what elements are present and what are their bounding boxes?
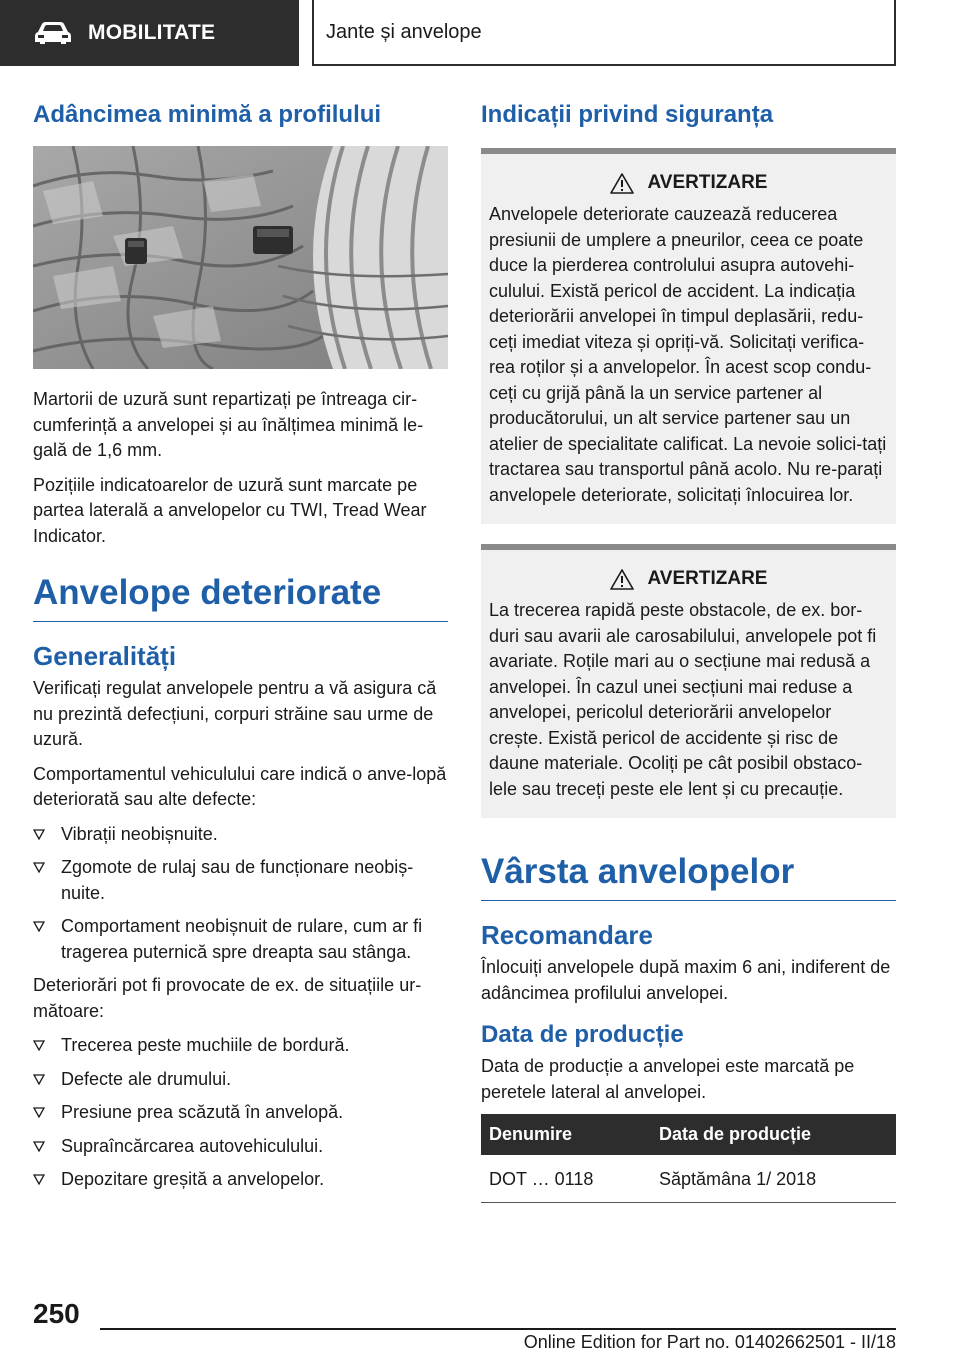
heading-general: Generalități [33, 641, 177, 671]
warning-text: La trecerea rapidă peste obstacole, de ex. bor-duri sau avarii ale carosabilului, anvelopele pot fi avariate. Roțile mari au o secțiune mai redusă a anvelopei. În cazul unei secțiuni mai reduse a anvelopei, pericolul deteriorării anvelopelor crește. Există pericol de accidente și risc de daune materiale. Ocoliți pe cât posibil obstaco-lele sau treceți peste ele lent și cu precauție. [489, 600, 877, 799]
heading-damaged-tires: Anvelope deteriorate [33, 571, 448, 622]
heading-recommendation: Recomandare [481, 920, 653, 950]
footer-edition: Online Edition for Part no. 01402662501 - II/18 [523, 1332, 896, 1352]
para-wear-markers: Martorii de uzură sunt repartizați pe întreaga cir-cumferință a anvelopei și au înălțimea minimă le-gală de 1,6 mm. [33, 389, 424, 460]
triangle-bullet-icon [33, 829, 45, 840]
warning-text: Anvelopele deteriorate cauzează reducerea presiunii de umplere a pneurilor, ceea ce poate duce la pierderea controlului asupra autovehi-culului. Există pericol de accident. La indicația deteriorării anvelopei în timpul deplasării, redu-ceți imediat viteza și opriți-vă. Solicitați verifica-rea roților și a anvelopelor. În acest scop condu-ceți cu grijă până la un service partener al producătorului, un alt service partener sau un atelier de specialitate calificat. La nevoie solici-tați tractarea sau transportul până acolo. Nu re-parați anvelopele deteriorate, solicitați înlocuirea lor. [489, 204, 887, 505]
section-title: MOBILITATE [88, 21, 216, 44]
para-check: Verificați regulat anvelopele pentru a vă asigura că nu prezintă defecțiuni, corpuri străine sau urme de uzură. [33, 678, 437, 749]
tire-tread-wear-indicator-image [33, 146, 448, 369]
heading-tire-age: Vârsta anvelopelor [481, 850, 896, 901]
list-item: Depozitare greșită a anvelopelor. [33, 1167, 448, 1193]
triangle-bullet-icon [33, 921, 45, 932]
list-item: Zgomote de rulaj sau de funcționare neobiș-nuite. [33, 855, 448, 906]
page-number: 250 [33, 1298, 80, 1329]
triangle-bullet-icon [33, 1107, 45, 1118]
car-icon [34, 20, 72, 46]
topic-title: Jante și anvelope [326, 20, 482, 43]
table-cell: DOT … 0118 [481, 1155, 651, 1203]
triangle-bullet-icon [33, 1141, 45, 1152]
page-header [0, 0, 960, 66]
list-item: Vibrații neobișnuite. [33, 822, 448, 848]
para-behavior: Comportamentul vehiculului care indică o anve-lopă deteriorată sau alte defecte: [33, 763, 447, 809]
section-tab [0, 0, 299, 66]
triangle-bullet-icon [33, 1174, 45, 1185]
para-recommendation: Înlocuiți anvelopele după maxim 6 ani, indiferent de adâncimea profilului anvelopei. [481, 957, 891, 1003]
warning-box [481, 544, 896, 818]
warning-header [489, 172, 888, 194]
table-header-cell: Data de producție [651, 1114, 896, 1155]
list-item: Trecerea peste muchiile de bordură. [33, 1033, 448, 1059]
warning-triangle-icon [610, 569, 634, 590]
triangle-bullet-icon [33, 862, 45, 873]
warning-label: AVERTIZARE [647, 568, 768, 589]
list-item: Supraîncărcarea autovehiculului. [33, 1134, 448, 1160]
list-item: Presiune prea scăzută în anvelopă. [33, 1100, 448, 1126]
topic-tab [312, 0, 896, 66]
table-header-cell: Denumire [481, 1114, 651, 1155]
left-column [33, 100, 448, 1201]
list-item: Defecte ale drumului. [33, 1067, 448, 1093]
causes-list [33, 1033, 448, 1193]
heading-safety: Indicații privind siguranța [481, 101, 774, 128]
table-header-row [481, 1114, 896, 1155]
para-production-date: Data de producție a anvelopei este marcată pe peretele lateral al anvelopei. [481, 1056, 855, 1102]
para-causes: Deteriorări pot fi provocate de ex. de situațiile ur-mătoare: [33, 975, 422, 1021]
production-date-table [481, 1114, 896, 1203]
list-item: Comportament neobișnuit de rulare, cum ar fi tragerea puternică spre dreapta sau stânga. [33, 914, 448, 965]
triangle-bullet-icon [33, 1040, 45, 1051]
warning-box [481, 148, 896, 524]
triangle-bullet-icon [33, 1074, 45, 1085]
para-positions: Pozițiile indicatoarelor de uzură sunt marcate pe partea laterală a anvelopelor cu TWI, Tread Wear Indicator. [33, 474, 427, 546]
table-cell: Săptămâna 1/ 2018 [651, 1155, 896, 1203]
warning-label: AVERTIZARE [647, 172, 768, 193]
warning-triangle-icon [610, 173, 634, 194]
warning-header [489, 568, 888, 590]
heading-production-date: Data de producție [481, 1021, 684, 1048]
footer-divider [100, 1328, 896, 1330]
table-row [481, 1155, 896, 1203]
right-column [481, 100, 896, 1203]
heading-min-depth: Adâncimea minimă a profilului [33, 101, 382, 128]
symptoms-list [33, 822, 448, 966]
